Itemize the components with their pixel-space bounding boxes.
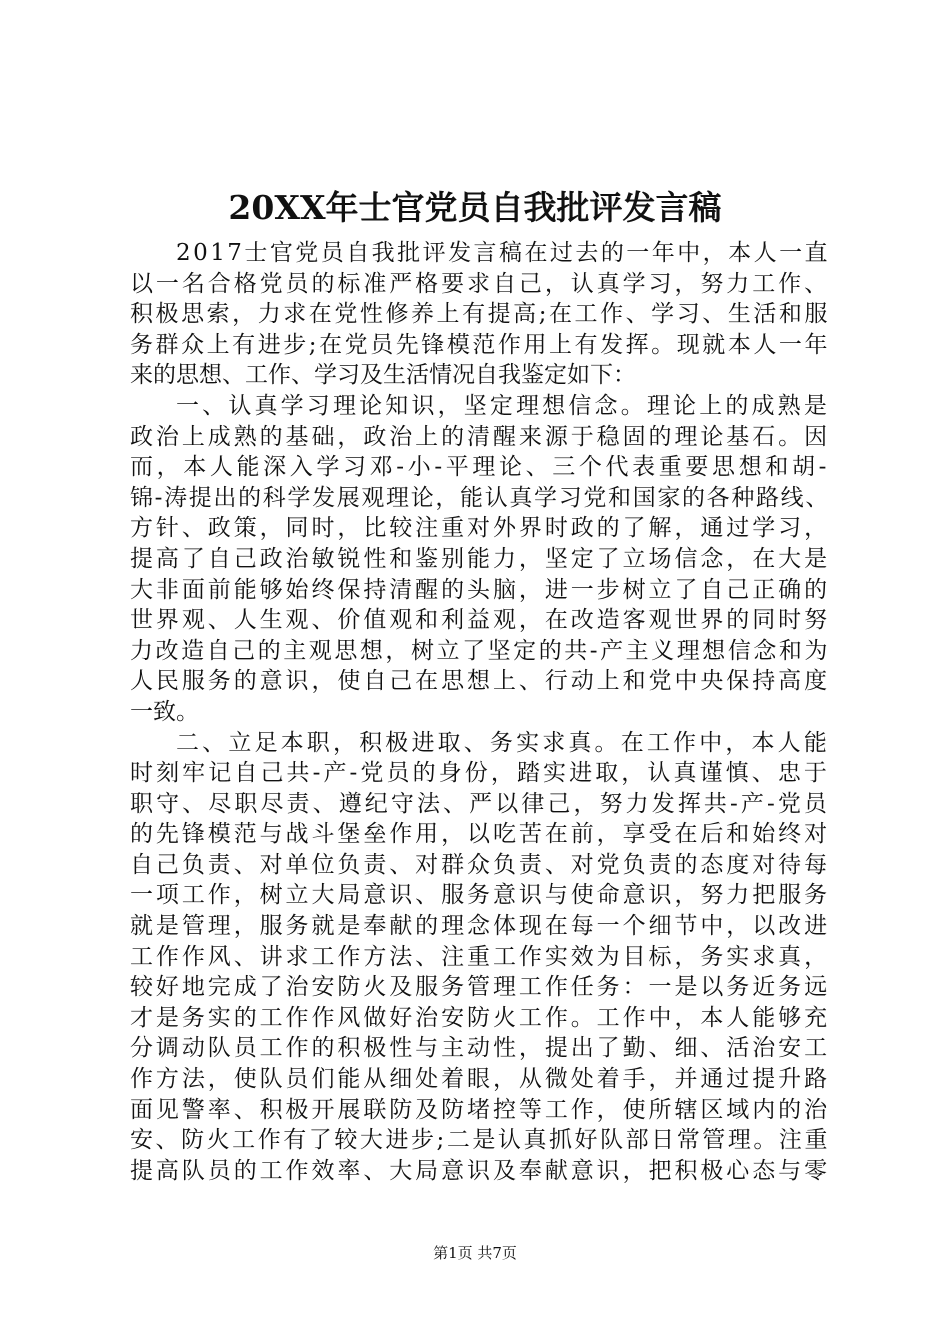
text-line: 提高了自己政治敏锐性和鉴别能力，坚定了立场信念，在大是 — [130, 545, 830, 572]
text-line: 力改造自己的主观思想，树立了坚定的共-产主义理想信念和为 — [130, 637, 830, 664]
document-body — [130, 238, 830, 1186]
text-line: 作方法，使队员们能从细处着眼，从微处着手，并通过提升路 — [130, 1066, 830, 1093]
text-line: 安、防火工作有了较大进步;二是认真抓好队部日常管理。注重 — [130, 1127, 830, 1154]
text-line: 就是管理，服务就是奉献的理念体现在每一个细节中，以改进 — [130, 913, 830, 940]
text-line: 分调动队员工作的积极性与主动性，提出了勤、细、活治安工 — [130, 1035, 830, 1062]
text-line: 2017士官党员自我批评发言稿在过去的一年中，本人一直 — [176, 240, 830, 266]
text-line: 一致。 — [130, 698, 199, 725]
text-line: 来的思想、工作、学习及生活情况自我鉴定如下： — [130, 362, 636, 389]
text-line: 提高队员的工作效率、大局意识及奉献意识，把积极心态与零 — [130, 1157, 830, 1184]
document-title: 20XX年士官党员自我批评发言稿 — [228, 188, 722, 227]
page-number: 第1页 共7页 — [433, 1244, 517, 1262]
text-line: 二、立足本职，积极进取、务实求真。在工作中，本人能 — [176, 729, 830, 756]
text-line: 自己负责、对单位负责、对群众负责、对党负责的态度对待每 — [130, 851, 830, 878]
text-line: 以一名合格党员的标准严格要求自己，认真学习，努力工作、 — [130, 270, 830, 297]
text-line: 积极思索，力求在党性修养上有提高;在工作、学习、生活和服 — [130, 301, 830, 328]
text-line: 方针、政策，同时，比较注重对外界时政的了解，通过学习， — [130, 515, 830, 542]
text-line: 世界观、人生观、价值观和利益观，在改造客观世界的同时努 — [130, 607, 830, 634]
text-line: 一项工作，树立大局意识、服务意识与使命意识，努力把服务 — [130, 882, 830, 909]
text-line: 工作作风、讲求工作方法、注重工作实效为目标，务实求真， — [130, 943, 830, 970]
text-line: 才是务实的工作作风做好治安防火工作。工作中，本人能够充 — [130, 1004, 830, 1031]
text-line: 的先锋模范与战斗堡垒作用，以吃苦在前，享受在后和始终对 — [130, 821, 830, 848]
text-line: 而，本人能深入学习邓-小-平理论、三个代表重要思想和胡- — [130, 454, 830, 481]
text-line: 务群众上有进步;在党员先锋模范作用上有发挥。现就本人一年 — [130, 331, 830, 358]
text-line: 大非面前能够始终保持清醒的头脑，进一步树立了自己正确的 — [130, 576, 830, 603]
text-line: 一、认真学习理论知识，坚定理想信念。理论上的成熟是 — [176, 392, 830, 419]
text-line: 锦-涛提出的科学发展观理论，能认真学习党和国家的各种路线、 — [130, 484, 830, 511]
text-line: 人民服务的意识，使自己在思想上、行动上和党中央保持高度 — [130, 668, 830, 695]
text-line: 较好地完成了治安防火及服务管理工作任务：一是以务近务远 — [130, 974, 830, 1001]
text-line: 政治上成熟的基础，政治上的清醒来源于稳固的理论基石。因 — [130, 423, 830, 450]
text-line: 面见警率、积极开展联防及防堵控等工作，使所辖区域内的治 — [130, 1096, 830, 1123]
text-line: 职守、尽职尽责、遵纪守法、严以律己，努力发挥共-产-党员 — [130, 790, 830, 817]
text-line: 时刻牢记自己共-产-党员的身份，踏实进取，认真谨慎、忠于 — [130, 760, 830, 787]
